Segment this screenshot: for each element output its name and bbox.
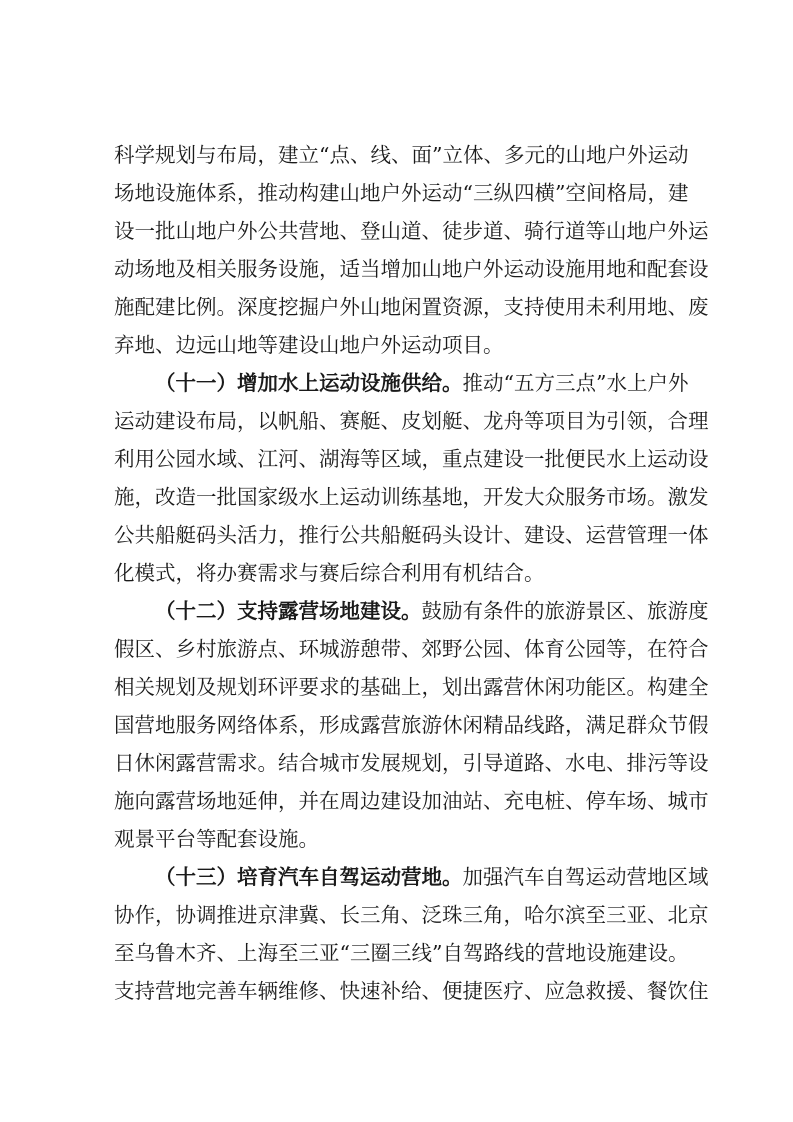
text-line: 至乌鲁木齐、上海至三亚“三圈三线”自驾路线的营地设施建设。 — [114, 941, 689, 965]
text-line: 科学规划与布局，建立“点、线、面”立体、多元的山地户外运动 — [114, 143, 689, 167]
text-line: 化模式，将办赛需求与赛后综合利用有机结合。 — [114, 561, 545, 585]
text-line: 场地设施体系，推动构建山地户外运动“三纵四横”空间格局，建 — [114, 181, 689, 205]
text-line: 弃地、边远山地等建设山地户外运动项目。 — [114, 333, 504, 357]
text-line: 国营地服务网络体系，形成露营旅游休闲精品线路，满足群众节假 — [114, 713, 709, 737]
text-line: 施向露营场地延伸，并在周边建设加油站、充电桩、停车场、城市 — [114, 789, 709, 813]
section-heading: （十一）增加水上运动设施供给。 — [155, 371, 463, 395]
text-line: 施配建比例。深度挖掘户外山地闲置资源，支持使用未利用地、废 — [114, 295, 709, 319]
text-line: 利用公园水域、江河、湖海等区域，重点建设一批便民水上运动设 — [114, 447, 709, 471]
text-line: 日休闲露营需求。结合城市发展规划，引导道路、水电、排污等设 — [114, 751, 709, 775]
text-line: 协作，协调推进京津冀、长三角、泛珠三角，哈尔滨至三亚、北京 — [114, 903, 709, 927]
text-line: 动场地及相关服务设施，适当增加山地户外运动设施用地和配套设 — [114, 257, 709, 281]
section-text: 加强汽车自驾运动营地区域 — [462, 865, 709, 889]
text-line: 假区、乡村旅游点、环城游憩带、郊野公园、体育公园等，在符合 — [114, 637, 709, 661]
text-line: 相关规划及规划环评要求的基础上，划出露营休闲功能区。构建全 — [114, 675, 709, 699]
text-line: 支持营地完善车辆维修、快速补给、便捷医疗、应急救援、餐饮住 — [114, 979, 709, 1003]
section-first-line — [155, 858, 709, 896]
section-heading: （十三）培育汽车自驾运动营地。 — [155, 865, 463, 889]
section-heading: （十二）支持露营场地建设。 — [155, 599, 422, 623]
section-first-line — [155, 364, 689, 402]
text-line: 观景平台等配套设施。 — [114, 827, 319, 851]
text-line: 设一批山地户外公共营地、登山道、徒步道、骑行道等山地户外运 — [114, 219, 709, 243]
text-line: 施，改造一批国家级水上运动训练基地，开发大众服务市场。激发 — [114, 485, 709, 509]
text-line: 运动建设布局，以帆船、赛艇、皮划艇、龙舟等项目为引领，合理 — [114, 409, 709, 433]
section-text: 鼓励有条件的旅游景区、旅游度 — [421, 599, 709, 623]
section-first-line — [155, 592, 709, 630]
section-text: 推动“五方三点”水上户外 — [462, 371, 689, 395]
text-line: 公共船艇码头活力，推行公共船艇码头设计、建设、运营管理一体 — [114, 523, 709, 547]
